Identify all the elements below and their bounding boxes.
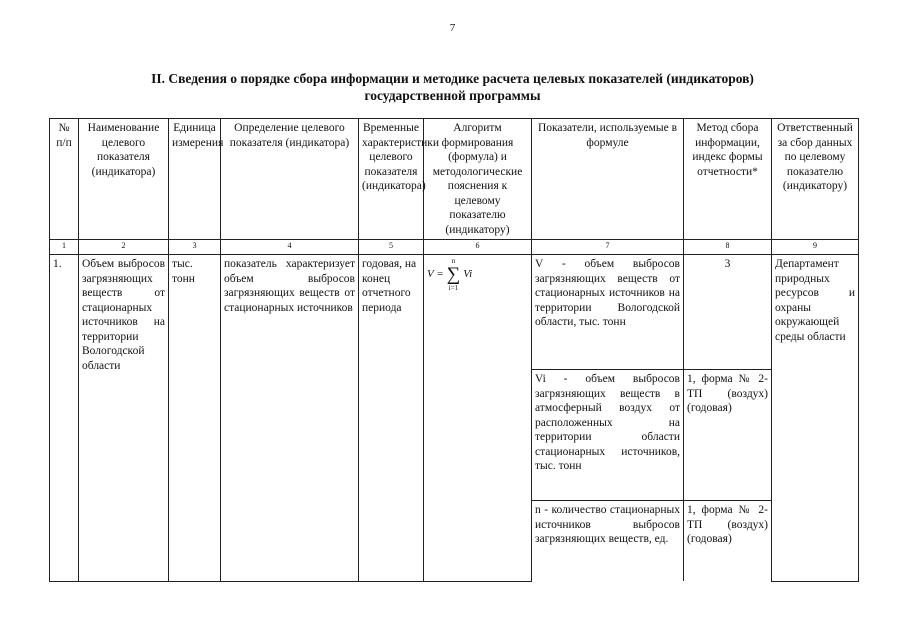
column-number: 1 [50,240,79,255]
header-cell-5: Временные характеристики целевого показателя (индикатора) [359,119,424,240]
column-number: 8 [684,240,772,255]
formula-indicator-n: n - количество стационарных источников выбросов загрязняющих веществ, ед. [532,501,684,582]
column-number: 4 [221,240,359,255]
title-line-2: государственной программы [364,88,541,103]
responsible-department: Департамент природных ресурсов и охраны окружающей среды области [772,255,859,582]
column-number: 2 [79,240,169,255]
header-cell-1: № п/п [50,119,79,240]
header-cell-3: Единица измерения [169,119,221,240]
column-number: 5 [359,240,424,255]
collection-method: 1, форма № 2-ТП (воздух) (годовая) [684,370,772,501]
table-row [50,255,859,370]
column-number: 7 [532,240,684,255]
column-number-row [50,240,859,255]
time-characteristics: годовая, на конец отчетного периода [359,255,424,582]
unit-of-measure: тыс. тонн [169,255,221,582]
column-number: 6 [424,240,532,255]
formula-lhs: V = [427,268,444,281]
summation-upper-limit: n [451,257,456,265]
summation-lower-limit: i=1 [448,284,459,292]
indicator-name: Объем выбросов загрязняющих веществ от стационарных источников на территории Вологодской области [79,255,169,582]
section-title [60,70,845,104]
indicator-definition: показатель характеризует объем выбросов загрязняющих веществ от стационарных источников [221,255,359,582]
sigma-icon: ∑ [446,264,461,285]
calculation-formula [424,255,532,582]
column-number: 3 [169,240,221,255]
header-cell-4: Определение целевого показателя (индикатора) [221,119,359,240]
header-cell-8: Метод сбора информации, индекс формы отчетности* [684,119,772,240]
formula-indicator-v: V - объем выбросов загрязняющих веществ от стационарных источников на территории Вологодской области, тыс. тонн [532,255,684,370]
formula-term: Vi [463,268,473,281]
header-cell-2: Наименование целевого показателя (индикатора) [79,119,169,240]
formula [427,257,528,292]
indicators-table [49,118,859,582]
header-cell-7: Показатели, используемые в формуле [532,119,684,240]
header-row [50,119,859,240]
title-line-1: II. Сведения о порядке сбора информации и методике расчета целевых показателей (индикаторов) [151,71,754,86]
header-cell-9: Ответственный за сбор данных по целевому показателю (индикатору) [772,119,859,240]
summation-symbol [447,257,461,292]
page-number: 7 [449,22,456,34]
header-cell-6: Алгоритм формирования (формула) и методологические пояснения к целевому показателю (индикатору) [424,119,532,240]
collection-method: 1, форма № 2-ТП (воздух) (годовая) [684,501,772,582]
collection-method: 3 [684,255,772,370]
formula-indicator-vi: Vi - объем выбросов загрязняющих веществ в атмосферный воздух от расположенных на территории области стационарных источников, тыс. тонн [532,370,684,501]
column-number: 9 [772,240,859,255]
row-number: 1. [50,255,79,582]
